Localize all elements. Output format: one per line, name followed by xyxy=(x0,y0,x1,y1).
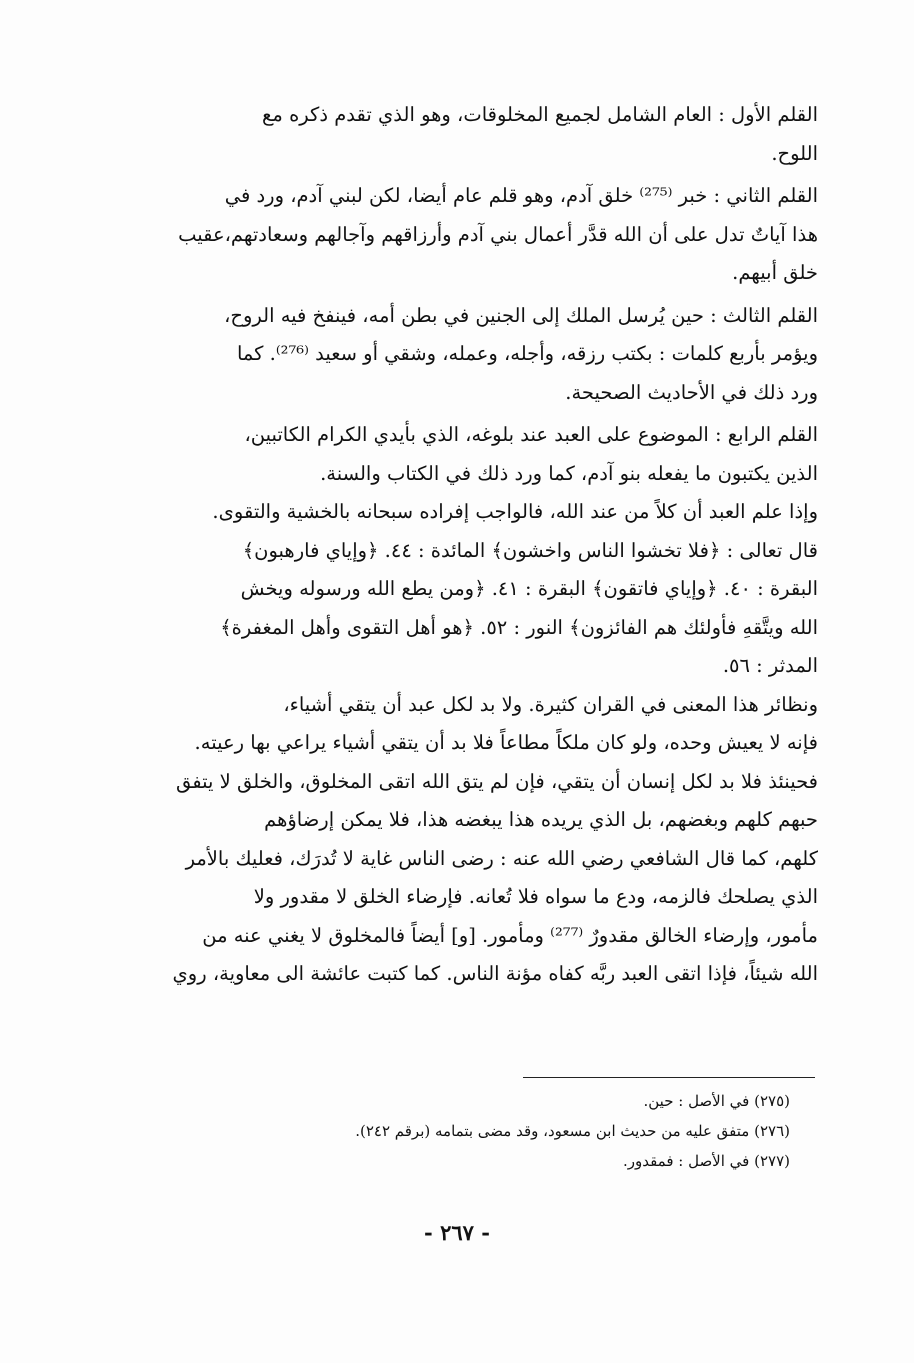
body-text xyxy=(118,96,818,994)
text-line: القلم الثاني : خبر ⁽²⁷⁵⁾ خلق آدم، وهو قلم عام أيضا، لكن لبني آدم، ورد في xyxy=(224,184,818,207)
paragraph-nazair xyxy=(118,686,818,994)
text-line: القلم الثالث : حين يُرسل الملك إلى الجنين في بطن أمه، فينفخ فيه الروح، xyxy=(224,303,818,327)
text-line: الذي يصلحك فالزمه، ودع ما سواه فلا تُعانه. فإرضاء الخلق لا مقدور ولا xyxy=(253,885,818,908)
paragraph-taqwa-verses xyxy=(118,493,818,686)
text-line: ونظائر هذا المعنى في القران كثيرة. ولا بد لكل عبد أن يتقي أشياء، xyxy=(283,692,818,716)
text-line: فإنه لا يعيش وحده، ولو كان ملكاً مطاعاً فلا بد أن يتقي أشياء يراعي بها رعيته. xyxy=(194,731,818,754)
text-line: الله ويتَّقهِ فأولئك هم الفائزون﴾ النور : ٥٢. ﴿هو أهل التقوى وأهل المغفرة﴾ xyxy=(220,615,818,639)
text-line: القلم الرابع : الموضوع على العبد عند بلوغه، الذي بأيدي الكرام الكاتبين، xyxy=(244,423,818,446)
text-line: القلم الأول : العام الشامل لجميع المخلوقات، وهو الذي تقدم ذكره مع xyxy=(262,103,818,126)
footnote-divider xyxy=(523,1077,815,1078)
text-line: خلق أبيهم. xyxy=(732,261,818,284)
text-line: اللوح. xyxy=(771,141,818,165)
text-line: مأمور، وإرضاء الخالق مقدورٌ ⁽²⁷⁷⁾ ومأمور. [و] أيضاً فالمخلوق لا يغني عنه من xyxy=(202,923,818,947)
text-line: الله شيئاً، فإذا اتقى العبد ربَّه كفاه مؤنة الناس. كما كتبت عائشة الى معاوية، روي xyxy=(172,962,818,985)
text-line: حبهم كلهم وبغضهم، بل الذي يريده هذا يبغضه هذا، فلا يمكن إرضاؤهم xyxy=(264,808,818,831)
text-line: الذين يكتبون ما يفعله بنو آدم، كما ورد ذلك في الكتاب والسنة. xyxy=(320,461,818,485)
text-line: قال تعالى : ﴿فلا تخشوا الناس واخشون﴾ المائدة : ٤٤. ﴿وإياي فارهبون﴾ xyxy=(242,538,818,562)
text-line: البقرة : ٤٠. ﴿وإياي فاتقون﴾ البقرة : ٤١. ﴿ومن يطع الله ورسوله ويخش xyxy=(240,577,818,600)
text-line: ورد ذلك في الأحاديث الصحيحة. xyxy=(565,380,818,404)
footnote-276: (٢٧٦) متفق عليه من حديث ابن مسعود، وقد مضى بتمامه (برقم ٢٤٢). xyxy=(355,1122,790,1140)
text-line: المدثر : ٥٦. xyxy=(722,654,818,677)
paragraph-qalam-1 xyxy=(118,96,818,173)
text-line: ويؤمر بأربع كلمات : بكتب رزقه، وأجله، وعمله، وشقي أو سعيد ⁽²⁷⁶⁾. كما xyxy=(236,342,818,365)
footnote-277: (٢٧٧) في الأصل : فمقدور. xyxy=(622,1152,790,1170)
footnotes xyxy=(140,1086,790,1176)
page-number: - ٢٦٧ - xyxy=(424,1220,490,1245)
footnote-275: (٢٧٥) في الأصل : حين. xyxy=(643,1092,790,1110)
text-line: هذا آياتٌ تدل على أن الله قدَّر أعمال بني آدم وأرزاقهم وآجالهم وسعادتهم،عقيب xyxy=(178,222,818,246)
text-line: كلهم، كما قال الشافعي رضي الله عنه : رضى الناس غاية لا تُدرَك، فعليك بالأمر xyxy=(185,846,818,870)
text-line: فحينئذ فلا بد لكل إنسان أن يتقي، فإن لم يتق الله اتقى المخلوق، والخلق لا يتفق xyxy=(176,769,818,793)
paragraph-qalam-4 xyxy=(118,416,818,493)
paragraph-qalam-2 xyxy=(118,177,818,293)
paragraph-qalam-3 xyxy=(118,297,818,413)
text-line: وإذا علم العبد أن كلاً من عند الله، فالواجب إفراده سبحانه بالخشية والتقوى. xyxy=(212,500,818,523)
